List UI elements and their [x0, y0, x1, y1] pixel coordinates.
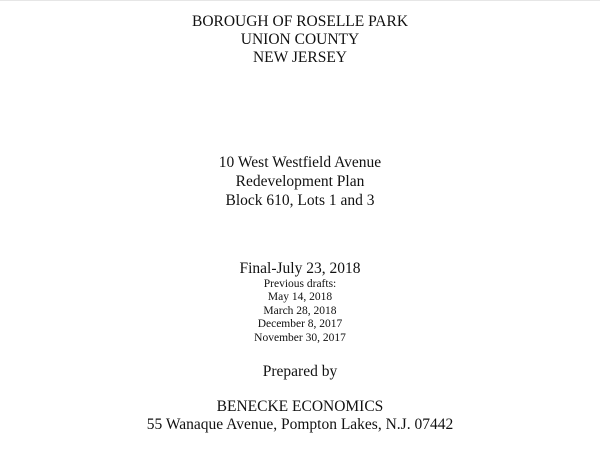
- draft-date: March 28, 2018: [263, 304, 337, 317]
- plan-block-lots: Block 610, Lots 1 and 3: [225, 192, 375, 209]
- plan-title: Redevelopment Plan: [235, 173, 365, 190]
- draft-date: December 8, 2017: [257, 318, 343, 331]
- prepared-by-label: Prepared by: [262, 363, 338, 380]
- final-date: Final-July 23, 2018: [239, 260, 361, 277]
- state-name: NEW JERSEY: [252, 49, 347, 66]
- municipality-header: [0, 13, 600, 67]
- prepared-by-block: [0, 363, 600, 381]
- firm-address: 55 Wanaque Avenue, Pompton Lakes, N.J. 07442: [146, 416, 454, 433]
- county-name: UNION COUNTY: [240, 31, 360, 48]
- plan-address: 10 West Westfield Avenue: [218, 154, 382, 171]
- firm-name: BENECKE ECONOMICS: [216, 398, 384, 415]
- draft-date: May 14, 2018: [267, 291, 333, 304]
- borough-name: BOROUGH OF ROSELLE PARK: [191, 13, 409, 30]
- plan-title-block: [0, 153, 600, 210]
- draft-dates-block: [0, 259, 600, 345]
- draft-date: November 30, 2017: [254, 331, 346, 344]
- previous-drafts-label: Previous drafts:: [263, 278, 337, 290]
- firm-block: [0, 398, 600, 434]
